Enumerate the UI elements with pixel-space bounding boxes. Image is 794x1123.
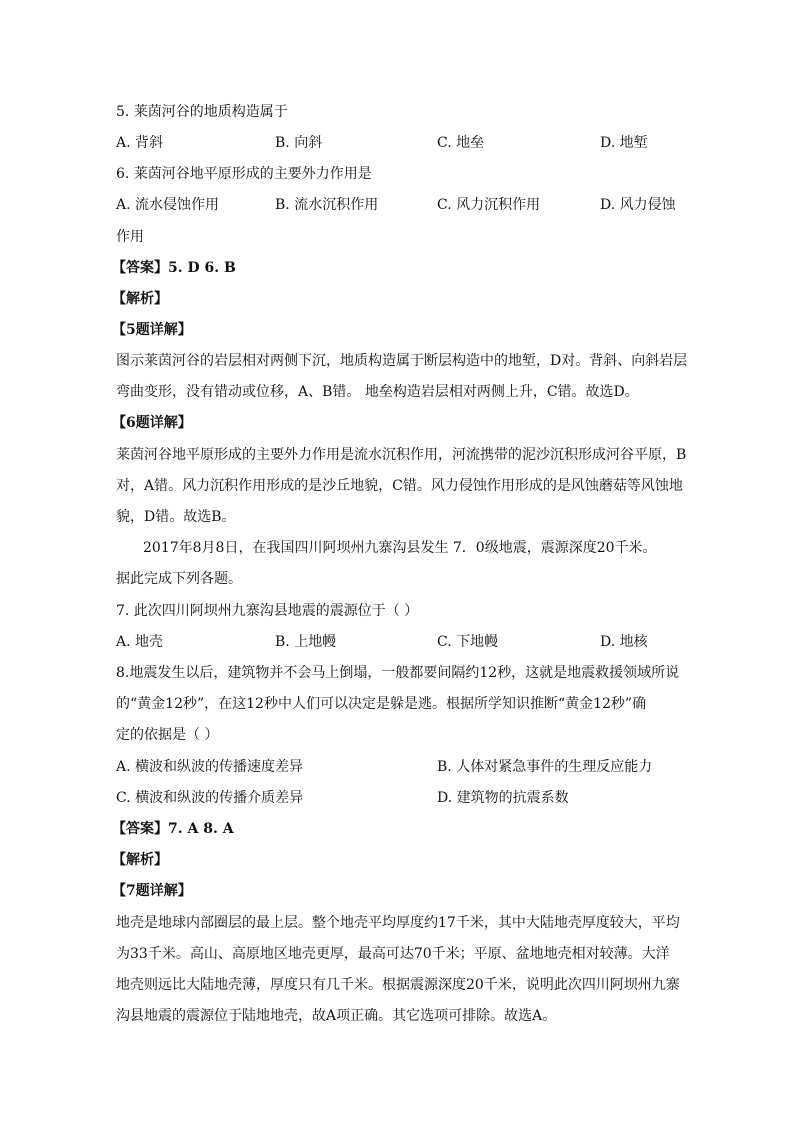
detail-6-line-1: 莱茵河谷地平原形成的主要外力作用是流水沉积作用，河流携带的泥沙沉积形成河谷平原，B	[116, 447, 687, 463]
q6-option-a: A. 流水侵蚀作用	[116, 197, 220, 213]
answer-block-2: 【答案】7. A 8. A	[112, 821, 234, 837]
q7-option-b: B. 上地幔	[275, 634, 337, 650]
q6-option-d-continued: 作用	[116, 229, 144, 245]
q8-option-c: C. 横波和纵波的传播介质差异	[116, 790, 304, 806]
detail-7-line-3: 地壳则远比大陆地壳薄，厚度只有几千米。根据震源深度20千米，说明此次四川阿坝州九寨	[116, 977, 680, 993]
q6-option-d: D. 风力侵蚀	[600, 197, 676, 213]
answer-block-1: 【答案】5. D 6. B	[112, 260, 236, 276]
detail-6-line-3: 貌，D错。故选B。	[116, 509, 236, 525]
detail-7-heading: 【7题详解】	[112, 883, 192, 899]
q5-option-b: B. 向斜	[275, 135, 323, 151]
detail-6-heading: 【6题详解】	[112, 415, 192, 431]
q7-option-c: C. 下地幔	[437, 634, 499, 650]
q7-option-d: D. 地核	[600, 634, 648, 650]
q5-option-c: C. 地垒	[437, 135, 485, 151]
q8-stem-line-3: 定的依据是（ ）	[116, 727, 219, 743]
q5-option-a: A. 背斜	[116, 135, 164, 151]
q8-stem-line-1: 8.地震发生以后，建筑物并不会马上倒塌，一般都要间隔约12秒，这就是地震救援领域所说	[116, 665, 680, 681]
q7-option-a: A. 地壳	[116, 634, 164, 650]
detail-7-line-4: 沟县地震的震源位于陆地地壳，故A项正确。其它选项可排除。故选A。	[116, 1008, 557, 1024]
q8-option-a: A. 横波和纵波的传播速度差异	[116, 759, 304, 775]
q8-option-d: D. 建筑物的抗震系数	[437, 790, 569, 806]
detail-7-line-1: 地壳是地球内部圈层的最上层。整个地壳平均厚度约17千米，其中大陆地壳厚度较大，平均	[116, 915, 680, 931]
detail-5-line-1: 图示莱茵河谷的岩层相对两侧下沉，地质构造属于断层构造中的地堑，D对。背斜、向斜岩层	[116, 353, 688, 369]
detail-7-line-2: 为33千米。高山、高原地区地壳更厚，最高可达70千米；平原、盆地地壳相对较薄。大洋	[116, 946, 670, 962]
passage-line-1: 2017年8月8日，在我国四川阿坝州九寨沟县发生 7．0级地震，震源深度20千米。	[143, 540, 657, 556]
detail-6-line-2: 对，A错。风力沉积作用形成的是沙丘地貌，C错。风力侵蚀作用形成的是风蚀蘑菇等风蚀地	[116, 478, 683, 494]
q7-stem: 7. 此次四川阿坝州九寨沟县地震的震源位于（ ）	[116, 603, 419, 619]
q5-option-d: D. 地堑	[600, 135, 648, 151]
q5-stem: 5. 莱茵河谷的地质构造属于	[116, 104, 288, 120]
q6-option-b: B. 流水沉积作用	[275, 197, 379, 213]
passage-line-2: 据此完成下列各题。	[116, 571, 242, 587]
q8-stem-line-2: 的“黄金12秒”，在这12秒中人们可以决定是躲是逃。根据所学知识推断“黄金12秒”确	[116, 696, 647, 712]
detail-5-heading: 【5题详解】	[112, 322, 192, 338]
analysis-heading-2: 【解析】	[112, 852, 168, 868]
q8-option-b: B. 人体对紧急事件的生理反应能力	[437, 759, 653, 775]
detail-5-line-2: 弯曲变形，没有错动或位移，A、B错。 地垒构造岩层相对两侧上升，C错。故选D。	[116, 384, 639, 400]
q6-stem: 6. 莱茵河谷地平原形成的主要外力作用是	[116, 166, 372, 182]
analysis-heading-1: 【解析】	[112, 291, 168, 307]
q6-option-c: C. 风力沉积作用	[437, 197, 541, 213]
